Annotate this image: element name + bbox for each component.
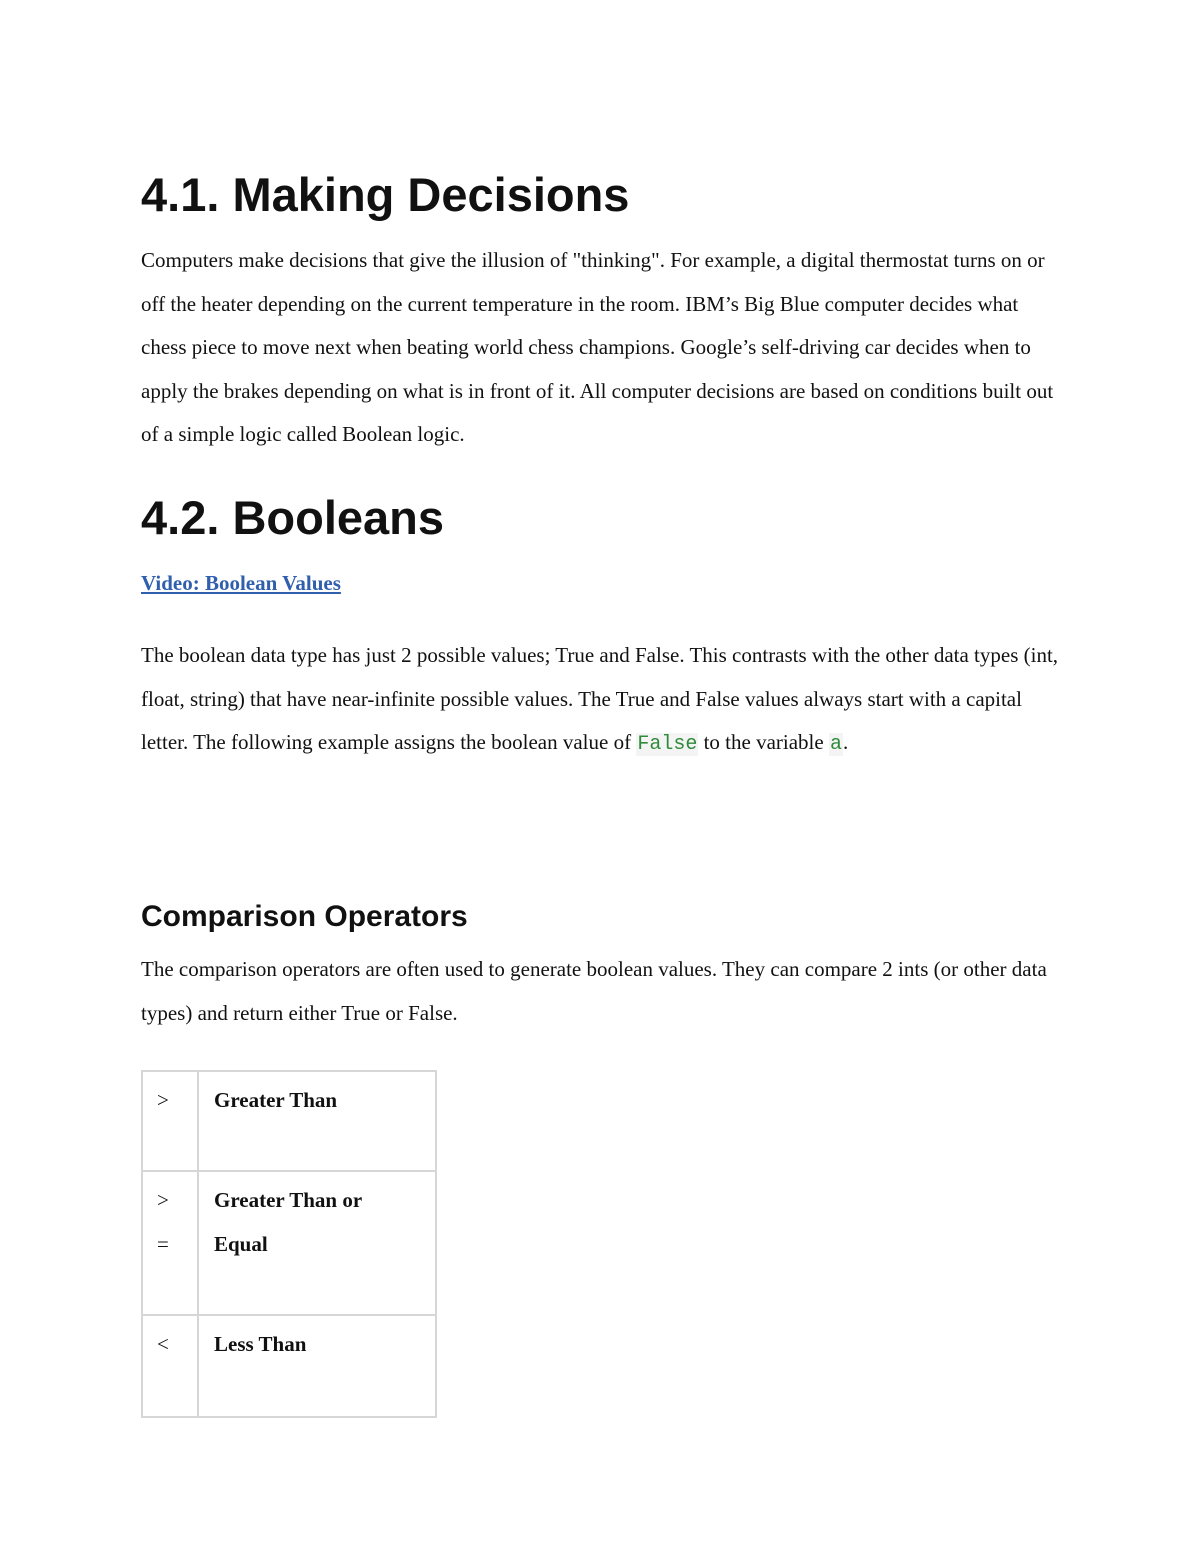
operator-name-cell (198, 1171, 436, 1315)
operator-name-cell: Greater Than (198, 1071, 436, 1171)
operator-symbol: > (157, 1088, 169, 1112)
operator-symbol: < (157, 1332, 169, 1356)
table-row (142, 1315, 436, 1417)
booleans-text-part2: to the variable (698, 730, 829, 754)
operator-symbol-cell (142, 1171, 198, 1315)
operator-symbol-second-line: = (157, 1232, 169, 1256)
operators-table (141, 1070, 437, 1418)
operator-name: Greater Than or Equal (214, 1188, 362, 1256)
heading-booleans: 4.2. Booleans (141, 491, 444, 544)
paragraph-booleans (141, 634, 1061, 767)
operator-symbol: > (157, 1188, 169, 1212)
operator-symbol-cell (142, 1315, 198, 1417)
code-variable-a: a (829, 733, 842, 756)
video-boolean-values-link[interactable]: Video: Boolean Values (141, 571, 341, 595)
booleans-text-part3: . (842, 730, 849, 754)
heading-comparison-operators: Comparison Operators (141, 900, 468, 933)
paragraph-making-decisions: Computers make decisions that give the illusion of "thinking". For example, a digital thermostat turns on or off the heater depending on the current temperature in the room. IBM’s Big Blue computer decides what chess piece to move next when beating world chess champions. Google’s self-driving car decides when to apply the brakes depending on what is in front of it. All computer decisions are based on conditions built out of a simple logic called Boolean logic. (141, 248, 1054, 446)
heading-making-decisions: 4.1. Making Decisions (141, 168, 630, 221)
operator-name-cell: Less Than (198, 1315, 436, 1417)
table-row (142, 1171, 436, 1315)
video-link-container (141, 562, 341, 606)
code-false: False (637, 733, 698, 756)
booleans-text-part1: The boolean data type has just 2 possible values; True and False. This contrasts with the other data types (int, float, string) that have near-infinite possible values. The True and False values always start with a capital letter. The following example assigns the boolean value of (141, 643, 1059, 754)
table-row (142, 1071, 436, 1171)
paragraph-comparison-operators: The comparison operators are often used to generate boolean values. They can compare 2 ints (or other data types) and return either True or False. (141, 957, 1047, 1025)
operator-symbol-cell (142, 1071, 198, 1171)
